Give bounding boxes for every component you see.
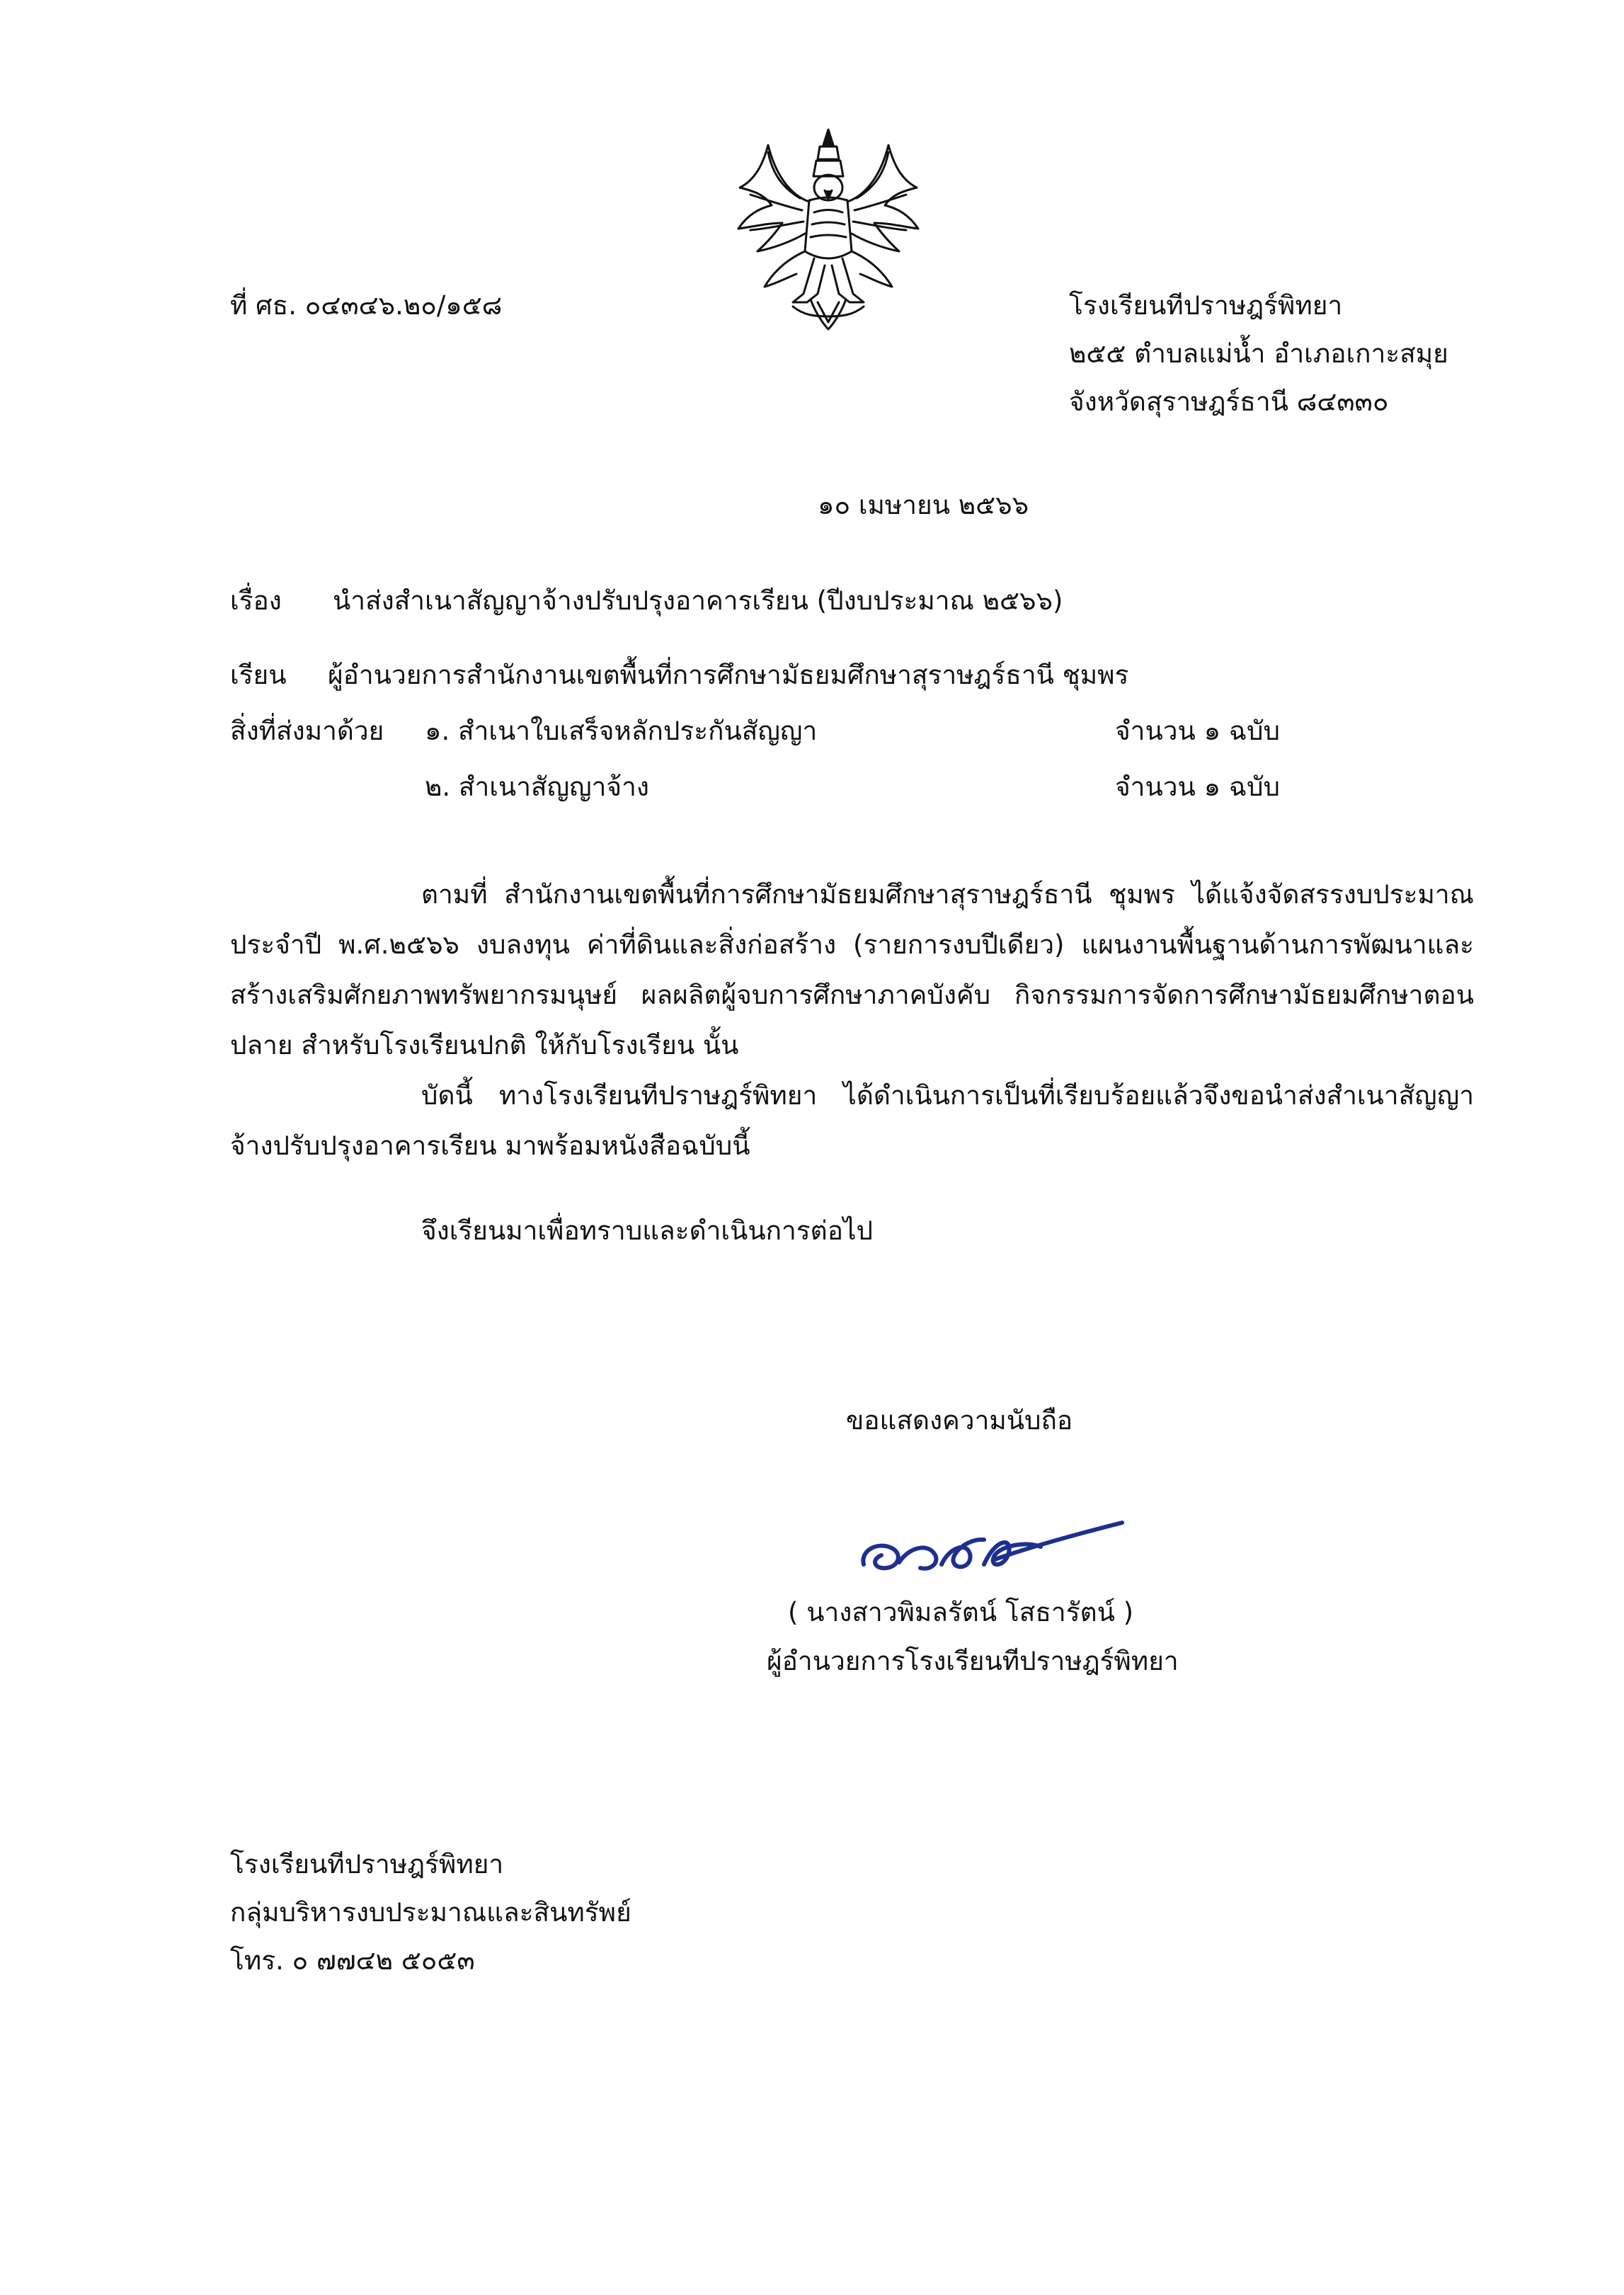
enclosure-item: ๒. สำเนาสัญญาจ้าง bbox=[425, 772, 649, 802]
signatory-name: ( นางสาวพิมลรัตน์ โสธารัตน์ ) bbox=[788, 1597, 1134, 1627]
footer-school: โรงเรียนทีปราษฎร์พิทยา bbox=[230, 1849, 504, 1879]
address-line-1: ๒๕๕ ตำบลแม่น้ำ อำเภอเกาะสมุย bbox=[1069, 338, 1448, 369]
school-name: โรงเรียนทีปราษฎร์พิทยา bbox=[1069, 290, 1343, 321]
subject-label: เรื่อง bbox=[230, 585, 282, 616]
enclosures-label: สิ่งที่ส่งมาด้วย bbox=[230, 716, 384, 746]
body-paragraph-2: บัดนี้ ทางโรงเรียนทีปราษฎร์พิทยา ได้ดำเนินการเป็นที่เรียบร้อยแล้วจึงขอนำส่งสำเนาสัญญาจ้างปรับปรุงอาคารเรียน มาพร้อมหนังสือฉบับนี้ bbox=[230, 1080, 1474, 1161]
subject-text: นำส่งสำเนาสัญญาจ้างปรับปรุงอาคารเรียน (ปีงบประมาณ ๒๕๖๖) bbox=[333, 585, 1063, 616]
enclosure-quantity: จำนวน ๑ ฉบับ bbox=[1115, 716, 1281, 746]
garuda-emblem-icon bbox=[726, 117, 931, 343]
enclosure-quantity: จำนวน ๑ ฉบับ bbox=[1115, 772, 1281, 802]
reference-number: ที่ ศธ. ๐๔๓๔๖.๒๐/๑๕๘ bbox=[230, 290, 503, 321]
address-line-2: จังหวัดสุราษฎร์ธานี ๘๔๓๓๐ bbox=[1069, 387, 1389, 417]
handwritten-signature-icon bbox=[842, 1497, 1147, 1589]
body-paragraph-1: ตามที่ สำนักงานเขตพื้นที่การศึกษามัธยมศึกษาสุราษฎร์ธานี ชุมพร ได้แจ้งจัดสรรงบประมาณประจำปี พ.ศ.๒๕๖๖ งบลงทุน ค่าที่ดินและสิ่งก่อสร้าง (รายการงบปีเดียว) แผนงานพื้นฐานด้านการพัฒนาและสร้างเสริมศักยภาพทรัพยากรมนุษย์ ผลผลิตผู้จบการศึกษาภาคบังคับ กิจกรรมการจัดการศึกษามัธยมศึกษาตอนปลาย สำหรับโรงเรียนปกติ ให้กับโรงเรียน นั้น bbox=[230, 879, 1474, 1060]
signatory-position: ผู้อำนวยการโรงเรียนทีปราษฎร์พิทยา bbox=[767, 1646, 1179, 1676]
recipient-label: เรียน bbox=[230, 660, 287, 690]
closing-request: จึงเรียนมาเพื่อทราบและดำเนินการต่อไป bbox=[421, 1215, 874, 1246]
footer-phone: โทร. ๐ ๗๗๔๒ ๕๐๕๓ bbox=[230, 1945, 475, 1976]
closing-salutation: ขอแสดงความนับถือ bbox=[846, 1405, 1073, 1436]
enclosure-item: ๑. สำเนาใบเสร็จหลักประกันสัญญา bbox=[425, 716, 818, 746]
letter-date: ๑๐ เมษายน ๒๕๖๖ bbox=[818, 490, 1029, 520]
recipient-text: ผู้อำนวยการสำนักงานเขตพื้นที่การศึกษามัธยมศึกษาสุราษฎร์ธานี ชุมพร bbox=[328, 660, 1129, 690]
footer-department: กลุ่มบริหารงบประมาณและสินทรัพย์ bbox=[230, 1897, 631, 1928]
